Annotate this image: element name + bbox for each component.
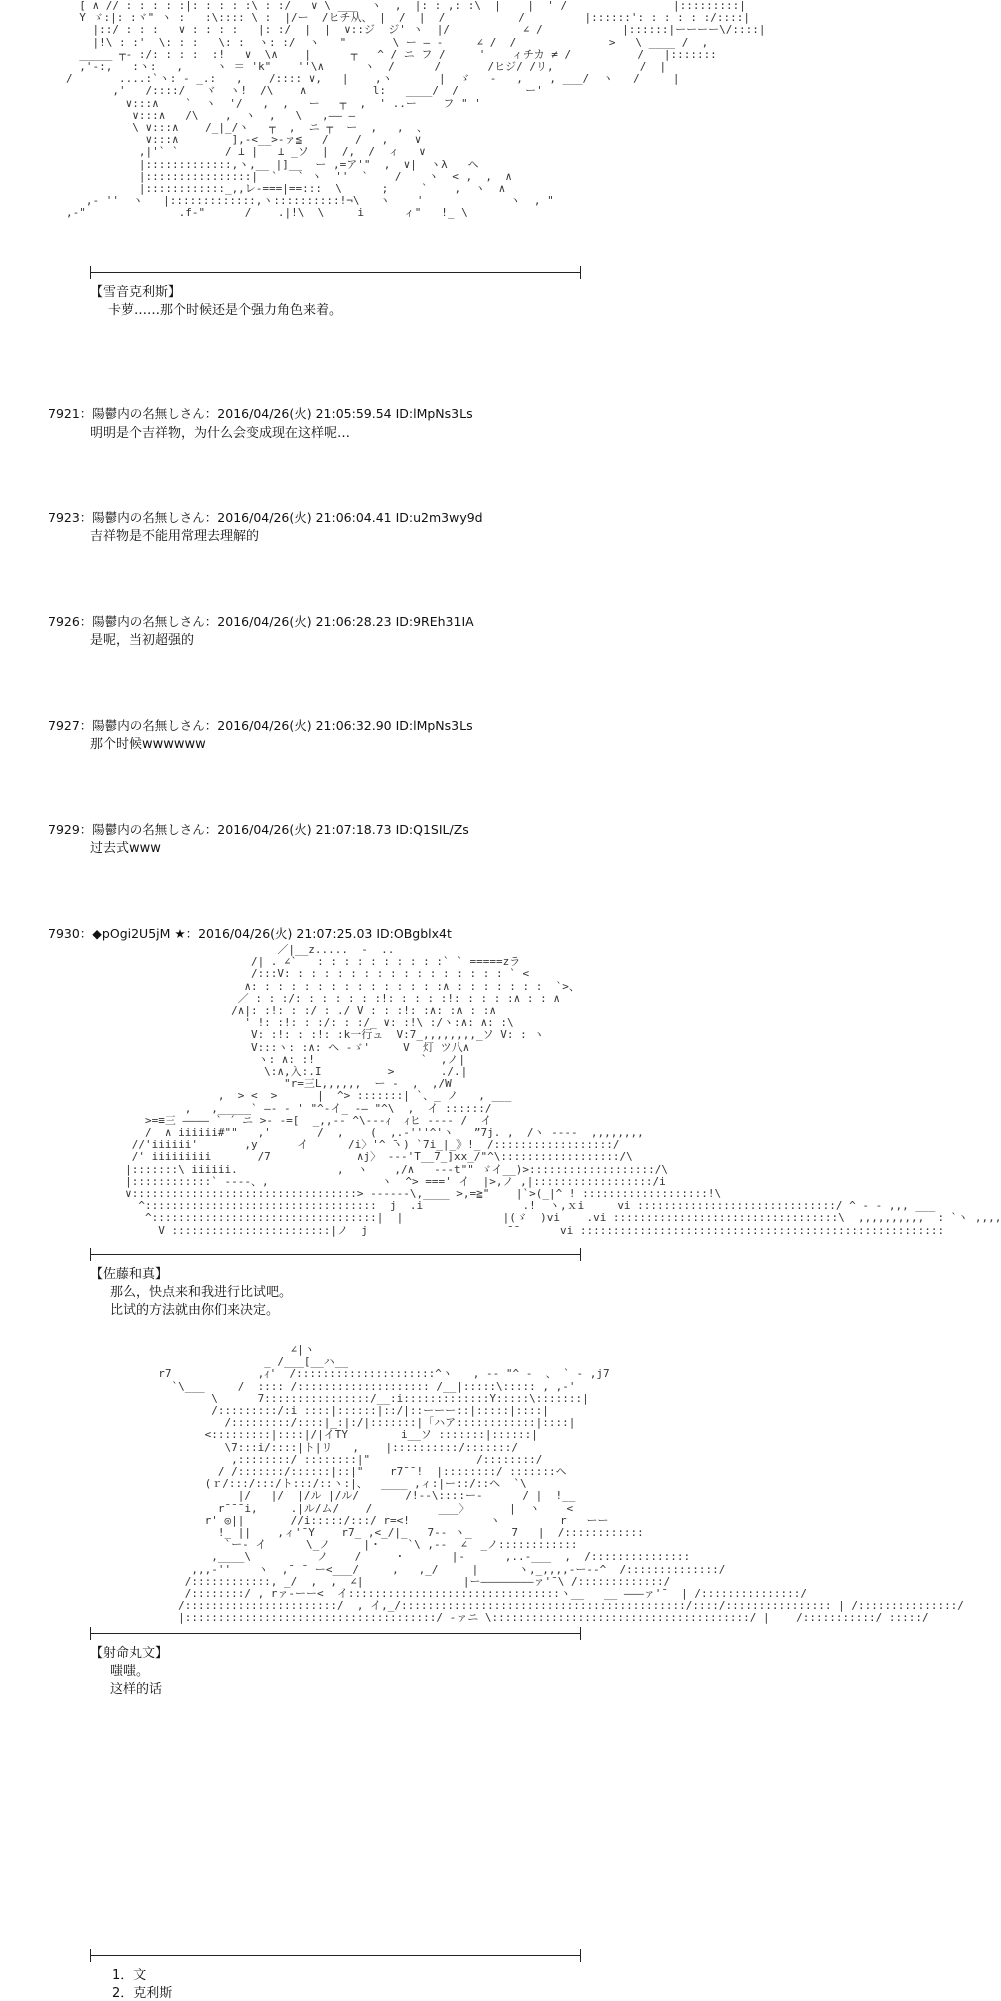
divider-tick xyxy=(90,1949,91,1962)
choice-item: 1．文 xyxy=(112,1968,147,1983)
post-body: 吉祥物是不能用常理去理解的 xyxy=(90,529,260,544)
post-header: 7926：陽鬱内の名無しさん：2016/04/26(火) 21:06:28.23 ID:9REh31IA xyxy=(48,614,474,629)
divider xyxy=(90,1955,580,1956)
dialogue-line: 这样的话 xyxy=(110,1682,163,1697)
divider-tick xyxy=(580,266,581,279)
post-body: 是呢，当初超强的 xyxy=(90,633,195,648)
dialogue-line: 卡萝……那个时候还是个强力角色来着。 xyxy=(108,303,343,318)
divider-tick xyxy=(580,1627,581,1640)
speaker-name: 【雪音克利斯】 xyxy=(90,285,182,300)
divider-tick xyxy=(90,266,91,279)
post-header: 7927：陽鬱内の名無しさん：2016/04/26(火) 21:06:32.90 ID:lMpNs3Ls xyxy=(48,718,473,733)
dialogue-line: 比试的方法就由你们来决定。 xyxy=(110,1303,280,1318)
post-header: 7929：陽鬱内の名無しさん：2016/04/26(火) 21:07:18.73 ID:Q1SIL/Zs xyxy=(48,822,469,837)
ascii-art-kazuma: ／|__z..... - .. /| . ∠` : : : : : : : : : :` ` =====zラ /:::V: : : : : : : : : : : : : : : : : ` < ∧: : : : : : : : : : : : : : :∧ : : : : : : : `>、 ／ : : :/: : : : : : :!: : : : :!: : : : :∧ : : ∧ /∧|: :!: : :/ : ./ V : : :!: :∧: :∧ : :∧ ' !: :!: : :/: : :/_ ∨: :!\ :/ヽ:∧: ∧: :\ V: :!: : :!: :k一行ュ V:7_,,,,,,,,_ソ V: : ヽ V:::ヽ: :∧: ヘ ‐ゞ' V 灯 ツ八∧ ヽ: ∧: :! ` ,ノ| \:∧,入:.I > ./.| "r=三L,,,,,, ー ‐ , ,/W , > < > | ^> :::::::| `、_ ノ , ___ , ,_____` ―- ‐ ' "^-イ_ -― "^\ , イ ::::::/ >=≡三 ―――― ` ´ ニ >- -=[ _,,-- ^\---ｨ ｨヒ ---- / イ / ∧ iiiiii#"" ,' / , ( ,.-'''^'ヽ ”7j. , /ヽ -‐-- ,,,,,,,, //'iiiiii' ,y イ /i〉'^ ̄ヽ) `7i_|_》!_ /::::::::::::::::::/ /' iiiiiiiii /7 ∧j〉 ---'T__7_]xx_/"^\::::::::::::::::::/\ |:::::::\ iiiiii. , ヽ ,/∧ ---t"" ゞイ__)>:::::::::::::::::::/\ |::::::::::::` --‐-、, ヽ ^> ===' イ |>,ノ ,|::::::::::::::::::/i ∨::::::::::::::::::::::::::::::::::> -----‐\,____ >,=≧" |`>(_|^ ! :::::::::::::::::::!\ ^::::::::::::::::::::::::::::::::::: j .i .! ヽ,ｘi vi ::::::::::::::::::::::::::::::/ ^ ‐ - ,,, ___ ^::::::::::::::::::::::::::::::::::| | |(ゞ )vi .vi ::::::::::::::::::::::::::::::::::\ ,,,,,,,,,, : `ヽ ,,,, V ::::::::::::::::::::::::|ノ j ̄ ̄ vi ::::::::::::::::::::::::::::::::::::::::::::::::::::::: xyxy=(125,943,1001,1237)
post-body: 明明是个吉祥物，为什么会变成现在这样呢… xyxy=(90,426,351,441)
divider-tick xyxy=(90,1248,91,1261)
ascii-art-aya: ∠|ヽ _ /___[__ハ__ r7 ,ｨ' /:::::::::::::::::::::^ヽ , ‐‐ "^ ‐ 、 ` - ,j7 `\___ / :::: /:::::::::::::::::::: /__|:::::\::::: , ,-' \ 7::::::::::::::::/__:i:::::::::::::Y:::::\:::::::| /:::::::::/:i ::::|::::::|::/|::ーーー::|:::::|::::| /:::::::::/::::|_:|:/|:::::::|「ハア::::::::::::|::::| <:::::::::|::::|/|イTY i__ソ :::::::|::::::| \7:::i/::::|ト|リ , |::::::::::/:::::::/ ,::::::::/ ::::::::|" /::::::::/ / /:::::::/::::::|::|" r7¯¯! |::::::::/ :::::::ヘ (ｒ/:::/:::/ト:::/::ヽ:|、 ____ ,ィ:|ー::/::ヘ `\ |/ |/ |/ル |/ル/ /!‐-\::::ー‐ / | !__ r¯¯¯i, .|ル/ム/ / ___〉 | ヽ < r' ◎|| //i:::::/:::/ r=<! ヽ r ーー !_ || ,ィ'¯Y r7_ ,<_/|_ 7-- ヽ_ 7 | /:::::::::::: `ー‐ イ \_ノ |・ `\ ,-- ∠ _ノ:::::::::::: ,____\ ノ / ・ |- ,..-___ , /::::::::::::::: ,,,-'' ヽ ,¯ ¯ ー<___/ , ,_/ | ヽ,_,,,,-ー‐‐^ /::::::::::::::/ /::::::::::::, _/ , , ∠| |ー――――――――ァ'¯\ /:::::::::::::/ /::::::::/ , rァ‐ーー< イ::::::::::::::::::::::::::::::::ヽ__ __ ―――ァ'¯ | /:::::::::::::::/ /:::::::::::::::::::::::/ , イ,_/:::::::::::::::::::::::::::::::::::::::::::/::::/:::::::::::::::: | /:::::::::::::::/ |::::::::::::::::::::::::::::::::::::::/ ‐ァニ \:::::::::::::::::::::::::::::::::::::::/ | /:::::::::::/ :::::/ xyxy=(158,1343,964,1625)
speaker-name: 【佐藤和真】 xyxy=(90,1267,169,1282)
divider xyxy=(90,1633,580,1634)
dialogue-line: 嗤嗤。 xyxy=(110,1664,150,1679)
divider-tick xyxy=(580,1248,581,1261)
post-body: 那个时候wwwwww xyxy=(90,737,206,752)
post-body: 过去式www xyxy=(90,841,161,856)
author-post-header: 7930：◆pOgi2U5jM ★：2016/04/26(火) 21:07:25.03 ID:OBgblx4t xyxy=(48,926,452,941)
divider-tick xyxy=(90,1627,91,1640)
divider-tick xyxy=(580,1949,581,1962)
post-header: 7923：陽鬱内の名無しさん：2016/04/26(火) 21:06:04.41 ID:u2m3wy9d xyxy=(48,510,483,525)
speaker-name: 【射命丸文】 xyxy=(90,1646,169,1661)
divider xyxy=(90,272,580,273)
divider xyxy=(90,1254,580,1255)
ascii-art-snow: [ ∧ // : : : : :|: : : : :\ : :/ ∨ \ ___ ヽ , |: : ,: :\ | | ' / |:::::::::| Y ゞ:|: :ヾ" ヽ : :\:::: \ : |/ー /ヒチ从、 | / | / / |::::::': : : : : :/::::| |::/ : : : ∨ : : : : |: :/ | | ∨::ジ ジ' ヽ |/ ∠ / |::::::|ーーーー\/::::| |!\ : :' \: : : \: : ヽ: :/ ヽ " \ ー ― ‐ ∠ / / > \ ____ / , _____ ┬‐ :/: : : : :! ∨ \∧ | ┬ ^ / ニ フ / ' ィチカ ≠ / / |::::::: ,'‐:, :ヽ: , ヽ ＝ 'k" ''\∧ ヽ / / /ヒジ/ /リ, / | / ....:`ヽ: ‐ _.: , /:::: ∨, | ,ヽ | ゞ - , , ___/ ヽ / | ,' /::::/ ヾ ヽ! /\ ∧ l: ____/ / ー' ∨:::∧ ` ヽ '/ , , ー ┬ , ' ..ー フ " ' ∨:::∧ /\ , ヽ , \ ,―― ― \ ∨:::∧ /_|_/ヽ ┬ , ニ ┬ ー , , 、 ∨:::∧ ],-<__>-ァ≦ / / , ∨ ,|'` ` / ⊥ | ⊥ _ソ | /, / ィ ∨ |:::::::::::::,ヽ,__ |]__ ー ,=ア'" , ∨| ヽλ ヘ |::::::::::::::::| ` ` ヽ '' ` / ヽ < , , ∧ |::::::::::::_,,レ‐===|==::: \ ; ` , ヽ ∧ ,- '' ヽ |:::::::::::::,ヽ::::::::::!¬\ ヽ ' ヽ , " ,-" .f-" / .|!\ \ i ィ" !_ \ xyxy=(66,0,766,220)
choice-item: 2．克利斯 xyxy=(112,1986,173,2001)
post-header: 7921：陽鬱内の名無しさん：2016/04/26(火) 21:05:59.54 ID:lMpNs3Ls xyxy=(48,406,473,421)
dialogue-line: 那么，快点来和我进行比试吧。 xyxy=(110,1285,293,1300)
